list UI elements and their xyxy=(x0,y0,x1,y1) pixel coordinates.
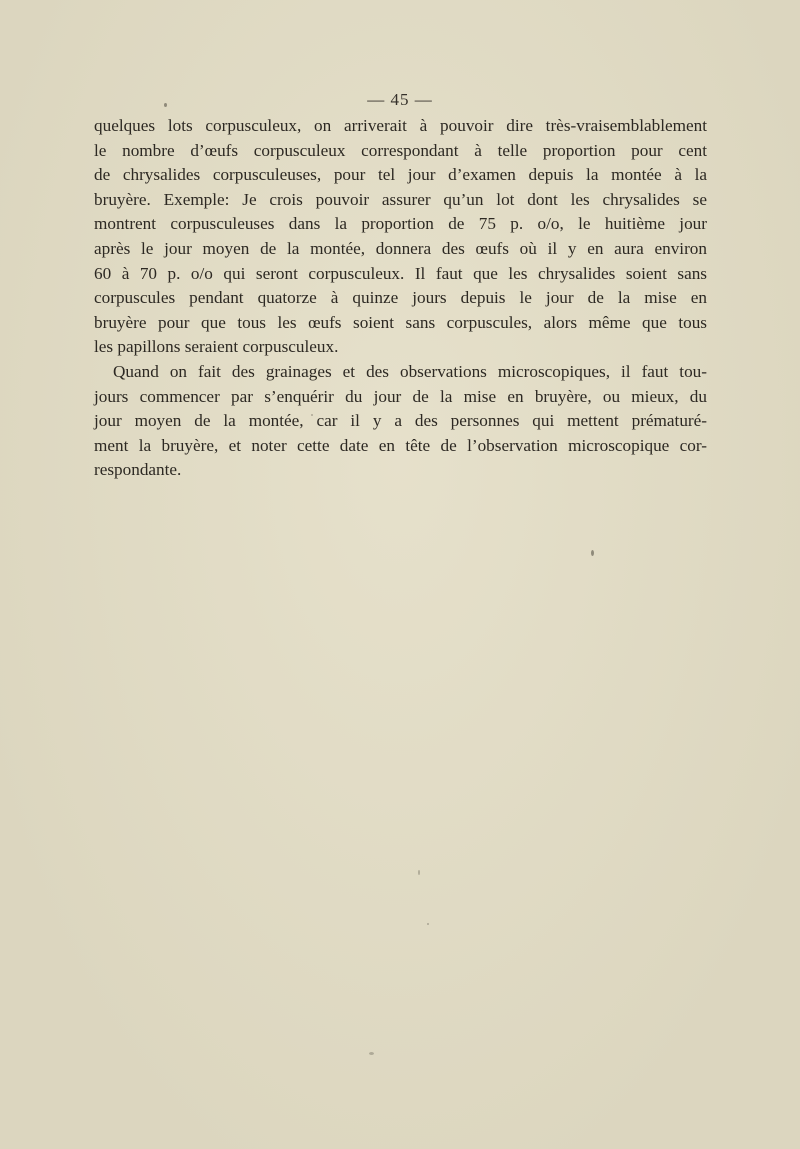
paper-speck xyxy=(369,1052,374,1055)
text-line: Quand on fait des grainages et des observations microscopiques, il faut tou- xyxy=(113,361,707,381)
paper-speck xyxy=(164,103,167,107)
paragraph-1 xyxy=(94,114,707,360)
text-line: 60 à 70 p. o/o qui seront corpusculeux. Il faut que les chrysalides soient sans xyxy=(94,263,707,283)
paper-speck xyxy=(311,414,313,416)
text-line: montrent corpusculeuses dans la proportion de 75 p. o/o, le huitième jour xyxy=(94,214,707,234)
text-line: jour moyen de la montée, car il y a des personnes qui mettent prématuré- xyxy=(94,411,707,431)
paper-speck xyxy=(427,923,429,925)
text-line: jours commencer par s’enquérir du jour de la mise en bruyère, ou mieux, du xyxy=(94,386,707,406)
text-line: respondante. xyxy=(94,460,182,480)
text-line: bruyère pour que tous les œufs soient sans corpuscules, alors même que tous xyxy=(94,312,707,332)
text-line: bruyère. Exemple: Je crois pouvoir assurer qu’un lot dont les chrysalides se xyxy=(94,189,707,209)
text-line: les papillons seraient corpusculeux. xyxy=(94,337,339,357)
body-text xyxy=(94,114,707,483)
paper-speck xyxy=(418,870,420,875)
paper-speck xyxy=(591,550,594,556)
text-line: corpuscules pendant quatorze à quinze jours depuis le jour de la mise en xyxy=(94,288,707,308)
page-number: — 45 — xyxy=(367,90,433,109)
paragraph-2 xyxy=(94,360,707,483)
text-line: le nombre d’œufs corpusculeux correspondant à telle proportion pour cent xyxy=(94,140,707,160)
text-line: de chrysalides corpusculeuses, pour tel jour d’examen depuis la montée à la xyxy=(94,165,707,185)
text-line: quelques lots corpusculeux, on arriverait à pouvoir dire très-vraisemblablement xyxy=(94,116,707,135)
text-line: ment la bruyère, et noter cette date en tête de l’observation microscopique cor- xyxy=(94,435,707,455)
text-line: après le jour moyen de la montée, donnera des œufs où il y en aura environ xyxy=(94,238,707,258)
